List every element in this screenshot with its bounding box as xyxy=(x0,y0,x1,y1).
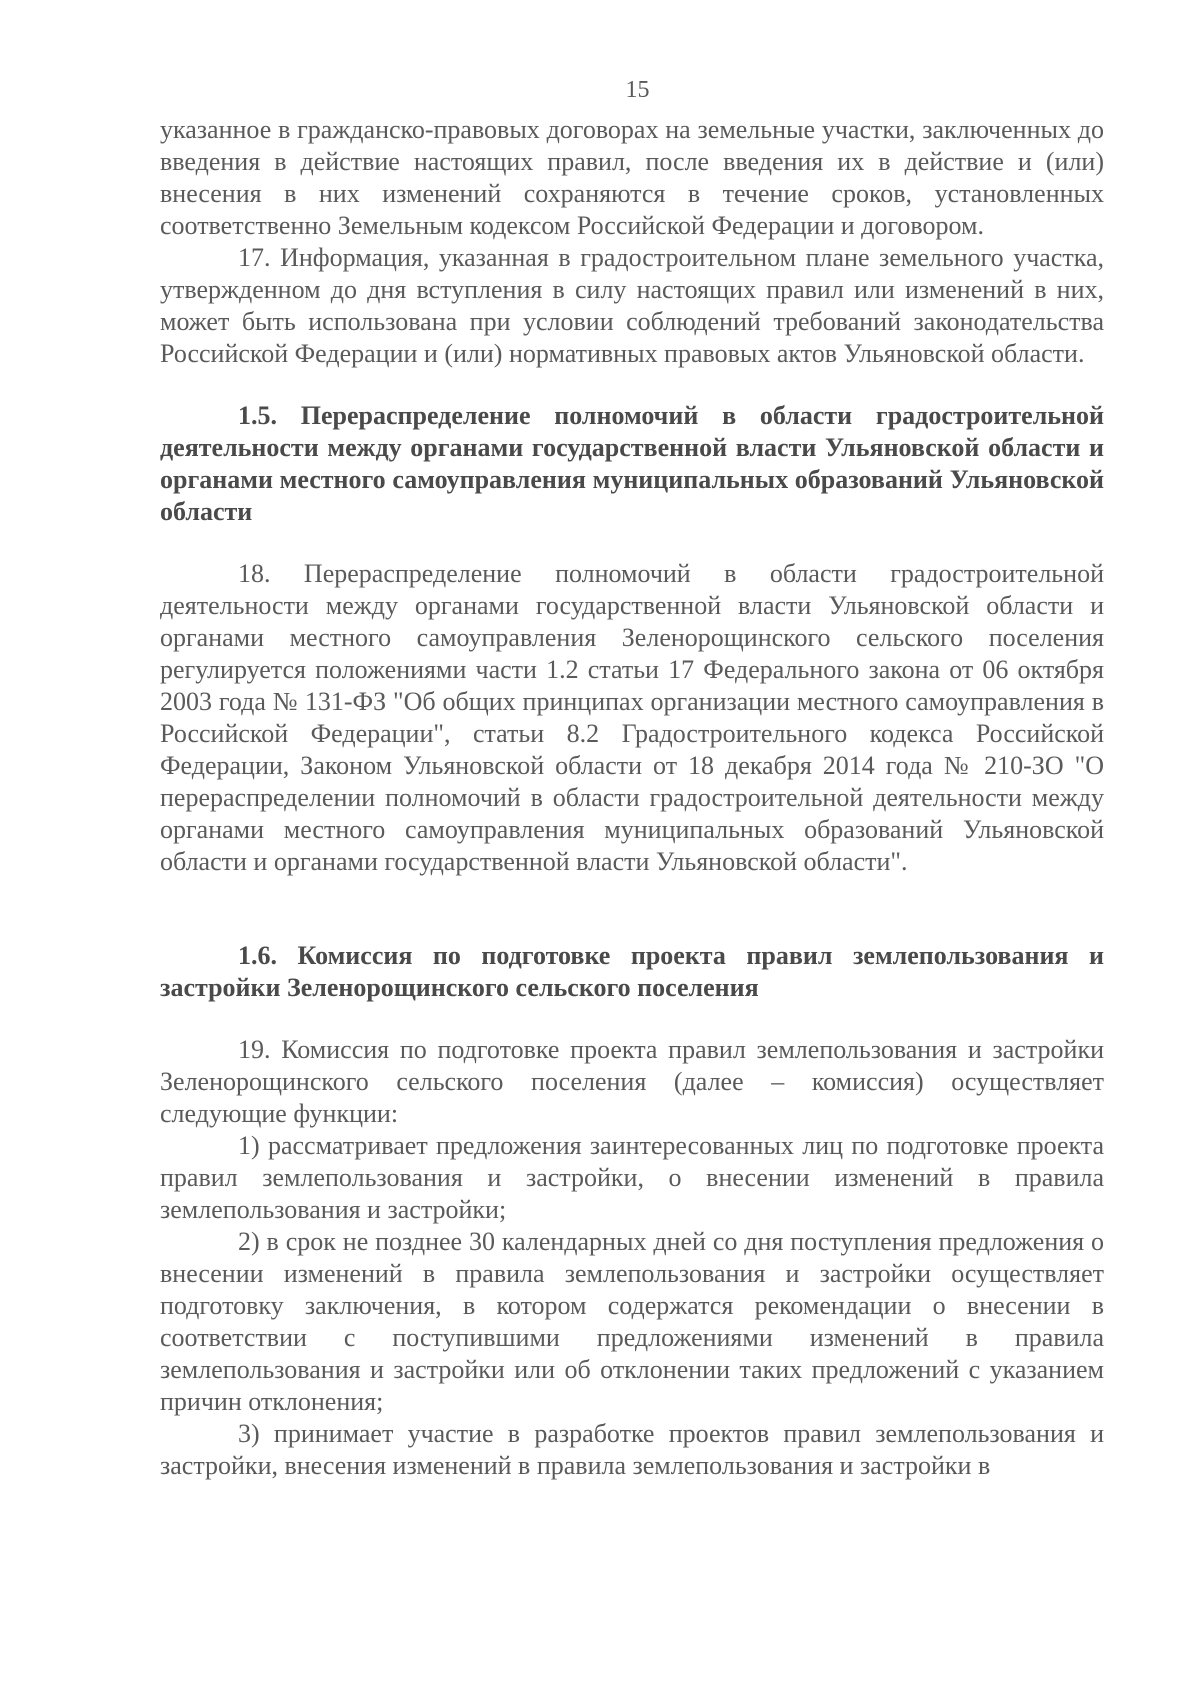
paragraph-18: 18. Перераспределение полномочий в области градостроительной деятельности между органами государственной власти Ульяновской области и органами местного самоуправления Зеленорощинского сельского поселения регулируется положениями части 1.2 статьи 17 Федерального закона от 06 октября 2003 года № 131-ФЗ "Об общих принципах организации местного самоуправления в Российской Федерации", статьи 8.2 Градостроительного кодекса Российской Федерации, Законом Ульяновской области от 18 декабря 2014 года № 210-ЗО "О перераспределении полномочий в области градостроительной деятельности между органами местного самоуправления муниципальных образований Ульяновской области и органами государственной власти Ульяновской области". xyxy=(160,559,1104,876)
paragraph-19-item-3: 3) принимает участие в разработке проектов правил землепользования и застройки, внесения изменений в правила землепользования и застройки в xyxy=(160,1419,1104,1480)
paragraph-19: 19. Комиссия по подготовке проекта правил землепользования и застройки Зеленорощинского сельского поселения (далее – комиссия) осуществляет следующие функции: xyxy=(160,1035,1104,1128)
page-number: 15 xyxy=(625,77,650,103)
paragraph-16-continued: указанное в гражданско-правовых договорах на земельные участки, заключенных до введения в действие настоящих правил, после введения их в действие и (или) внесения в них изменений сохраняются в течение сроков, установленных соответственно Земельным кодексом Российской Федерации и договором. xyxy=(160,115,1104,240)
document-body xyxy=(160,114,1104,1482)
paragraph-17: 17. Информация, указанная в градостроительном плане земельного участка, утвержденном до дня вступления в силу настоящих правил или изменений в них, может быть использована при условии соблюдений требований законодательства Российской Федерации и (или) нормативных правовых актов Ульяновской области. xyxy=(160,243,1104,368)
paragraph-19-item-2: 2) в срок не позднее 30 календарных дней со дня поступления предложения о внесении изменений в правила землепользования и застройки осуществляет подготовку заключения, в котором содержатся рекомендации о внесении в соответствии с поступившими предложениями изменений в правила землепользования и застройки или об отклонении таких предложений с указанием причин отклонения; xyxy=(160,1227,1104,1416)
paragraph-19-item-1: 1) рассматривает предложения заинтересованных лиц по подготовке проекта правил землепользования и застройки, о внесении изменений в правила землепользования и застройки; xyxy=(160,1131,1104,1224)
section-heading-1-6: 1.6. Комиссия по подготовке проекта правил землепользования и застройки Зеленорощинского сельского поселения xyxy=(160,941,1104,1002)
section-heading-1-5: 1.5. Перераспределение полномочий в области градостроительной деятельности между органами государственной власти Ульяновской области и органами местного самоуправления муниципальных образований Ульяновской области xyxy=(160,401,1104,526)
